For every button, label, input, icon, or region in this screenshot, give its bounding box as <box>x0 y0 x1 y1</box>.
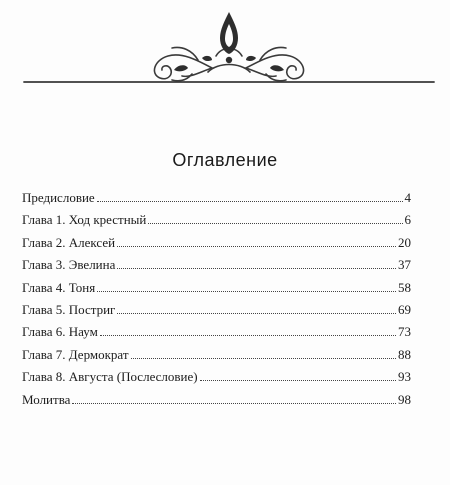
toc-entry-title: Глава 3. Эвелина <box>22 257 116 273</box>
table-of-contents <box>22 190 411 414</box>
toc-entry[interactable] <box>22 392 411 414</box>
toc-entry-title: Глава 2. Алексей <box>22 234 116 250</box>
leader-dots <box>117 246 396 247</box>
toc-entry-page: 88 <box>398 346 411 362</box>
leader-dots <box>131 358 396 359</box>
toc-entry[interactable] <box>22 235 411 257</box>
toc-entry-page: 93 <box>398 369 411 385</box>
toc-entry-title: Предисловие <box>22 190 95 205</box>
toc-entry-title: Глава 4. Тоня <box>22 279 96 295</box>
leader-dots <box>72 403 396 404</box>
toc-entry-title: Глава 1. Ход крестный <box>22 212 147 228</box>
toc-entry[interactable] <box>22 324 411 346</box>
toc-entry-page: 4 <box>404 190 411 205</box>
leader-dots <box>200 380 396 381</box>
toc-entry-page: 58 <box>398 279 411 295</box>
leader-dots <box>100 335 396 336</box>
toc-entry[interactable] <box>22 369 411 391</box>
toc-entry-page: 20 <box>398 234 411 250</box>
toc-entry[interactable] <box>22 212 411 234</box>
toc-entry[interactable] <box>22 190 411 212</box>
toc-entry[interactable] <box>22 280 411 302</box>
toc-entry[interactable] <box>22 302 411 324</box>
toc-entry-page: 69 <box>398 301 411 317</box>
toc-entry-page: 98 <box>398 391 411 407</box>
toc-entry[interactable] <box>22 257 411 279</box>
toc-entry-title: Глава 6. Наум <box>22 324 98 340</box>
toc-entry-page: 6 <box>404 212 411 228</box>
leader-dots <box>148 223 402 224</box>
toc-heading: Оглавление <box>172 150 278 170</box>
toc-entry-page: 37 <box>398 257 411 273</box>
leader-dots <box>97 291 396 292</box>
toc-entry-title: Молитва <box>22 391 71 407</box>
toc-entry-title: Глава 8. Августа (Послесловие) <box>22 369 198 385</box>
leader-dots <box>97 201 403 202</box>
toc-entry[interactable] <box>22 347 411 369</box>
leader-dots <box>117 268 396 269</box>
leader-dots <box>117 313 396 314</box>
toc-entry-page: 73 <box>398 324 411 340</box>
toc-entry-title: Глава 7. Дермократ <box>22 346 129 362</box>
ornament-divider-icon <box>22 0 436 100</box>
toc-entry-title: Глава 5. Постриг <box>22 301 116 317</box>
